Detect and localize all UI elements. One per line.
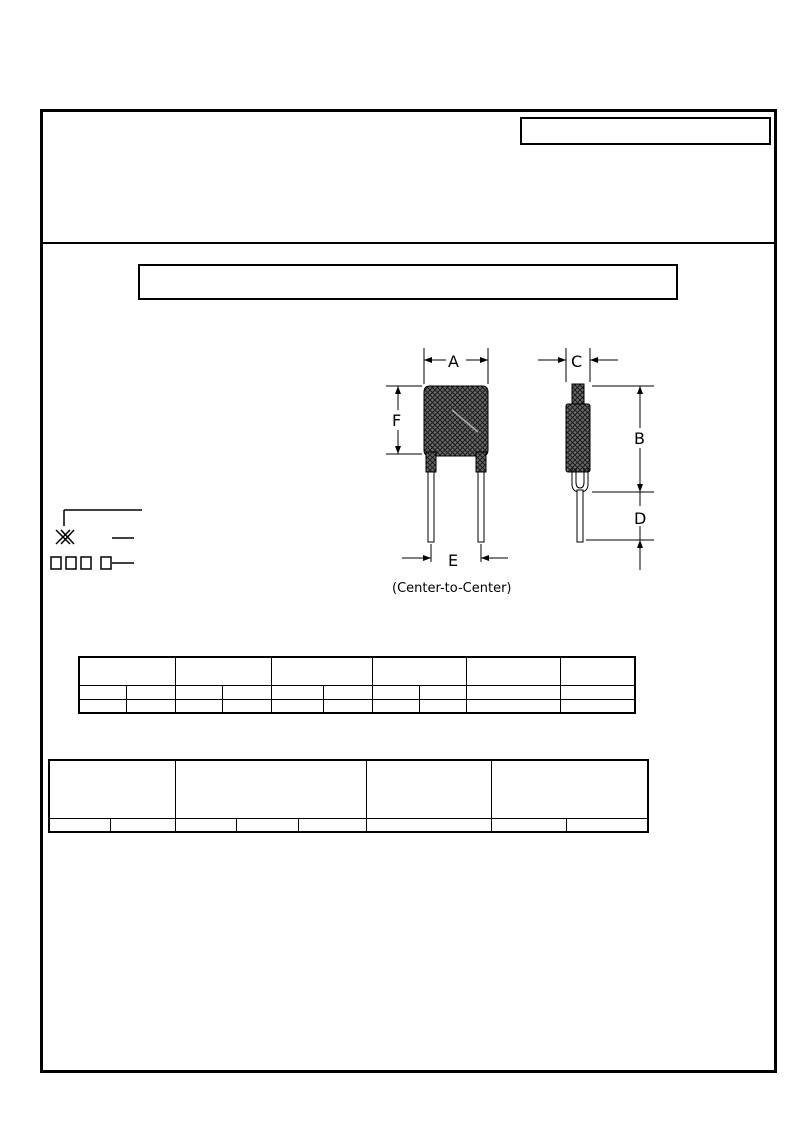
- label-a: A: [448, 352, 459, 371]
- label-f: F: [392, 411, 402, 430]
- label-c: C: [571, 352, 583, 371]
- table-row: [49, 818, 648, 832]
- dimension-c: [538, 348, 618, 382]
- lead-coating-left: [426, 452, 436, 472]
- front-view: [424, 386, 488, 542]
- lead-left: [428, 472, 434, 542]
- dimension-f: [386, 386, 422, 454]
- title-box: [138, 264, 678, 300]
- dimension-d: [586, 492, 654, 570]
- side-lead: [577, 490, 583, 542]
- label-b: B: [634, 429, 645, 448]
- label-d: D: [634, 509, 647, 528]
- dimensions-table: [78, 656, 636, 714]
- code-boxes-icon: [51, 557, 134, 569]
- header-divider: [43, 242, 774, 244]
- document-number-box: [520, 117, 771, 145]
- side-body: [566, 404, 590, 472]
- dimension-e: [392, 544, 512, 596]
- table-header-row: [79, 657, 635, 685]
- table-header-row: [49, 760, 648, 818]
- table-row: [79, 685, 635, 699]
- lead-coating-right: [476, 452, 486, 472]
- component-drawing: [380, 340, 670, 605]
- ratings-table: [48, 759, 649, 833]
- spacing-note: (Center-to-Center): [392, 581, 512, 596]
- dimension-b: [592, 386, 654, 492]
- component-body: [424, 386, 488, 456]
- label-e: E: [448, 551, 459, 570]
- lead-right: [478, 472, 484, 542]
- side-view: [566, 384, 590, 542]
- side-top: [572, 384, 584, 406]
- marking-diagram: [48, 500, 158, 575]
- table-row: [79, 699, 635, 713]
- cross-mark-icon: [56, 530, 74, 544]
- dimension-a: [424, 348, 488, 384]
